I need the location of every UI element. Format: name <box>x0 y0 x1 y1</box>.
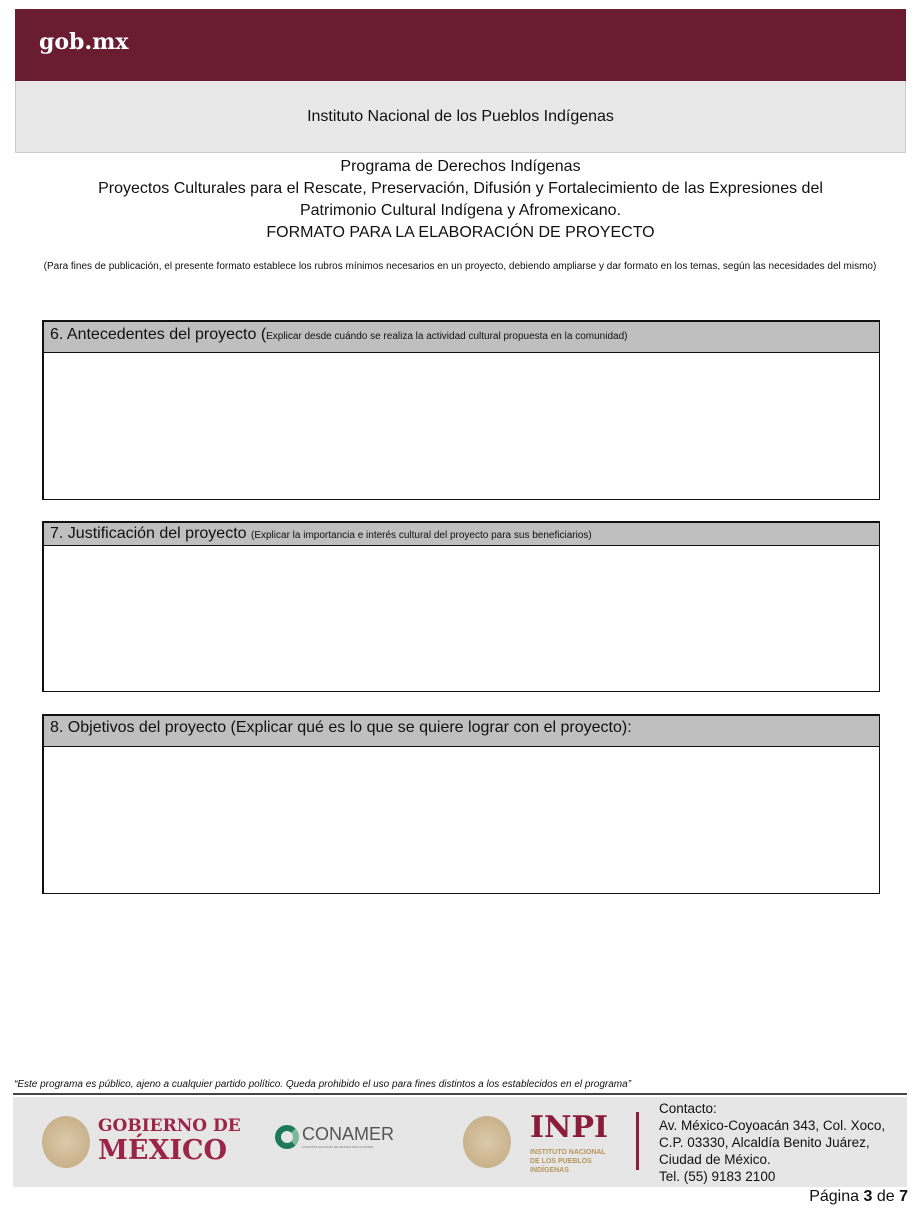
inpi-sub-line: INSTITUTO NACIONAL <box>530 1149 606 1156</box>
gob-mx-logo: gob.mx <box>39 29 129 55</box>
section-title: 6. Antecedentes del proyecto ( <box>50 326 267 343</box>
section-header <box>44 716 879 747</box>
project-title-line1: Proyectos Culturales para el Rescate, Preservación, Difusión y Fortalecimiento de las Expresiones del <box>98 180 823 197</box>
section-header <box>44 322 879 353</box>
publication-note: (Para fines de publicación, el presente formato establece los rubros mínimos necesarios en un proyecto, debiendo ampliarse y dar formato en los temas, según las necesidades del mismo) <box>43 261 877 272</box>
page-label: Página <box>809 1188 860 1205</box>
inpi-subtitle <box>530 1148 606 1175</box>
conamer-logo <box>275 1124 394 1149</box>
contact-line: Ciudad de México. <box>659 1152 771 1167</box>
inpi-sub-line: INDÍGENAS <box>530 1167 569 1174</box>
inpi-sub-line: DE LOS PUEBLOS <box>530 1158 592 1165</box>
footer-divider <box>13 1093 907 1095</box>
national-seal-icon <box>463 1116 511 1168</box>
inpi-ribbon-icon <box>636 1112 639 1170</box>
gob-line1: GOBIERNO DE <box>98 1116 241 1136</box>
page-total: 7 <box>899 1188 908 1205</box>
gobierno-mexico-logo <box>98 1118 241 1164</box>
disclaimer: “Este programa es público, ajeno a cualquier partido político. Queda prohibido el uso para fines distintos a los establecidos en el programa” <box>14 1079 632 1090</box>
justificacion-field[interactable] <box>44 546 879 690</box>
document-titles <box>15 156 906 244</box>
project-title-line2: Patrimonio Cultural Indígena y Afromexicano. <box>299 202 622 219</box>
section-header <box>44 523 879 546</box>
program-title: Programa de Derechos Indígenas <box>340 158 581 175</box>
conamer-text: CONAMER <box>302 1124 395 1144</box>
contact-info <box>659 1100 885 1185</box>
contact-line: Tel. (55) 9183 2100 <box>659 1169 776 1184</box>
section-objetivos <box>42 714 880 894</box>
inpi-logo: INPI <box>530 1110 609 1145</box>
section-hint: (Explicar la importancia e interés cultural del proyecto para sus beneficiarios) <box>251 530 592 541</box>
conamer-sub: COMISIÓN NACIONAL DE MEJORA REGULATORIA <box>302 1145 374 1149</box>
contact-line: Contacto: <box>659 1101 717 1116</box>
gob-line2: MÉXICO <box>98 1135 228 1166</box>
section-hint: Explicar desde cuándo se realiza la actividad cultural propuesta en la comunidad) <box>266 331 628 342</box>
format-title: FORMATO PARA LA ELABORACIÓN DE PROYECTO <box>266 224 655 241</box>
objetivos-field[interactable] <box>44 747 879 892</box>
section-title: 7. Justificación del proyecto <box>50 525 251 542</box>
conamer-icon <box>275 1125 299 1149</box>
gob-header <box>15 9 906 81</box>
contact-line: Av. México-Coyoacán 343, Col. Xoco, <box>659 1118 886 1133</box>
section-justificacion <box>42 521 880 692</box>
section-title: 8. Objetivos del proyecto (Explicar qué es lo que se quiere lograr con el proyecto): <box>50 719 632 736</box>
page-current: 3 <box>863 1188 873 1205</box>
page-of: de <box>876 1188 895 1205</box>
contact-line: C.P. 03330, Alcaldía Benito Juárez, <box>659 1135 870 1150</box>
antecedentes-field[interactable] <box>44 353 879 498</box>
national-seal-icon <box>42 1116 90 1168</box>
institution-band: Instituto Nacional de los Pueblos Indígenas <box>15 81 906 153</box>
section-antecedentes <box>42 320 880 500</box>
page-number <box>809 1188 908 1206</box>
